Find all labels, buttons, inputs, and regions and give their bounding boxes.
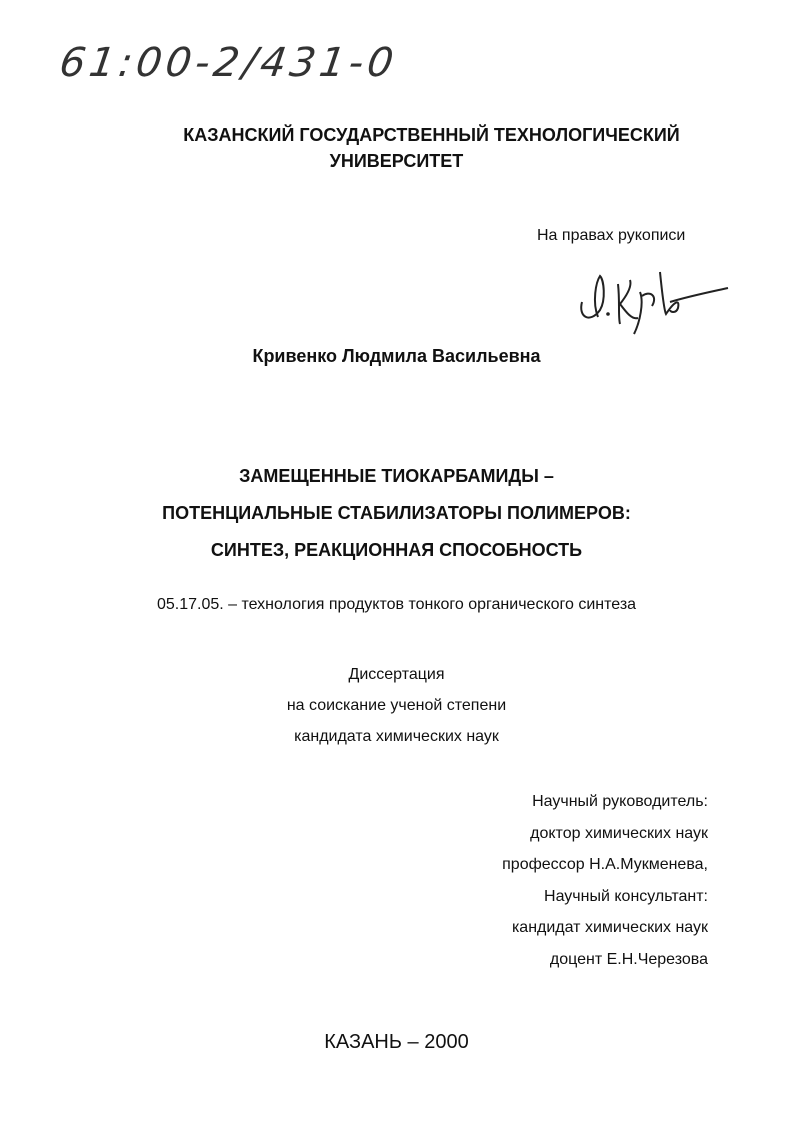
city-year: КАЗАНЬ – 2000 [324,1031,469,1053]
specialty-code: 05.17.05. – технология продуктов тонкого органического синтеза [156,596,637,613]
degree-line-2: на соискание ученой степени [286,697,507,714]
title-line-3: СИНТЕЗ, РЕАКЦИОННАЯ СПОСОБНОСТЬ [210,540,583,560]
title-line-1: ЗАМЕЩЕННЫЕ ТИОКАРБАМИДЫ – [239,466,554,486]
advisor-line-6: доцент Е.Н.Черезова [549,950,708,968]
university-name [0,122,793,174]
university-line-1: КАЗАНСКИЙ ГОСУДАРСТВЕННЫЙ ТЕХНОЛОГИЧЕСКИЙ [183,125,680,145]
degree-statement [0,659,793,752]
signature-stroke-4 [660,272,728,314]
university-line-2: УНИВЕРСИТЕТ [329,151,464,171]
signature-stroke-3 [634,292,654,334]
archive-number: 61:00-2/431-0 [56,40,401,86]
author-name: Кривенко Людмила Васильевна [252,346,541,366]
advisor-line-3: профессор Н.А.Мукменева, [502,856,708,873]
signature-dot [606,312,610,316]
degree-line-3: кандидата химических наук [294,728,499,745]
signature-stroke-1 [581,276,604,318]
advisor-line-1: Научный руководитель: [532,793,708,810]
degree-line-1: Диссертация [348,666,445,683]
signature-stroke-2 [618,280,638,324]
dissertation-title [0,458,793,569]
advisor-line-5: кандидат химических наук [511,919,708,936]
advisor-line-4: Научный консультант: [544,887,708,905]
title-line-2: ПОТЕНЦИАЛЬНЫЕ СТАБИЛИЗАТОРЫ ПОЛИМЕРОВ: [162,503,631,523]
manuscript-rights: На правах рукописи [537,227,686,244]
signature [570,262,730,342]
advisor-line-2: доктор химических наук [530,824,708,842]
advisors-block [0,786,708,975]
